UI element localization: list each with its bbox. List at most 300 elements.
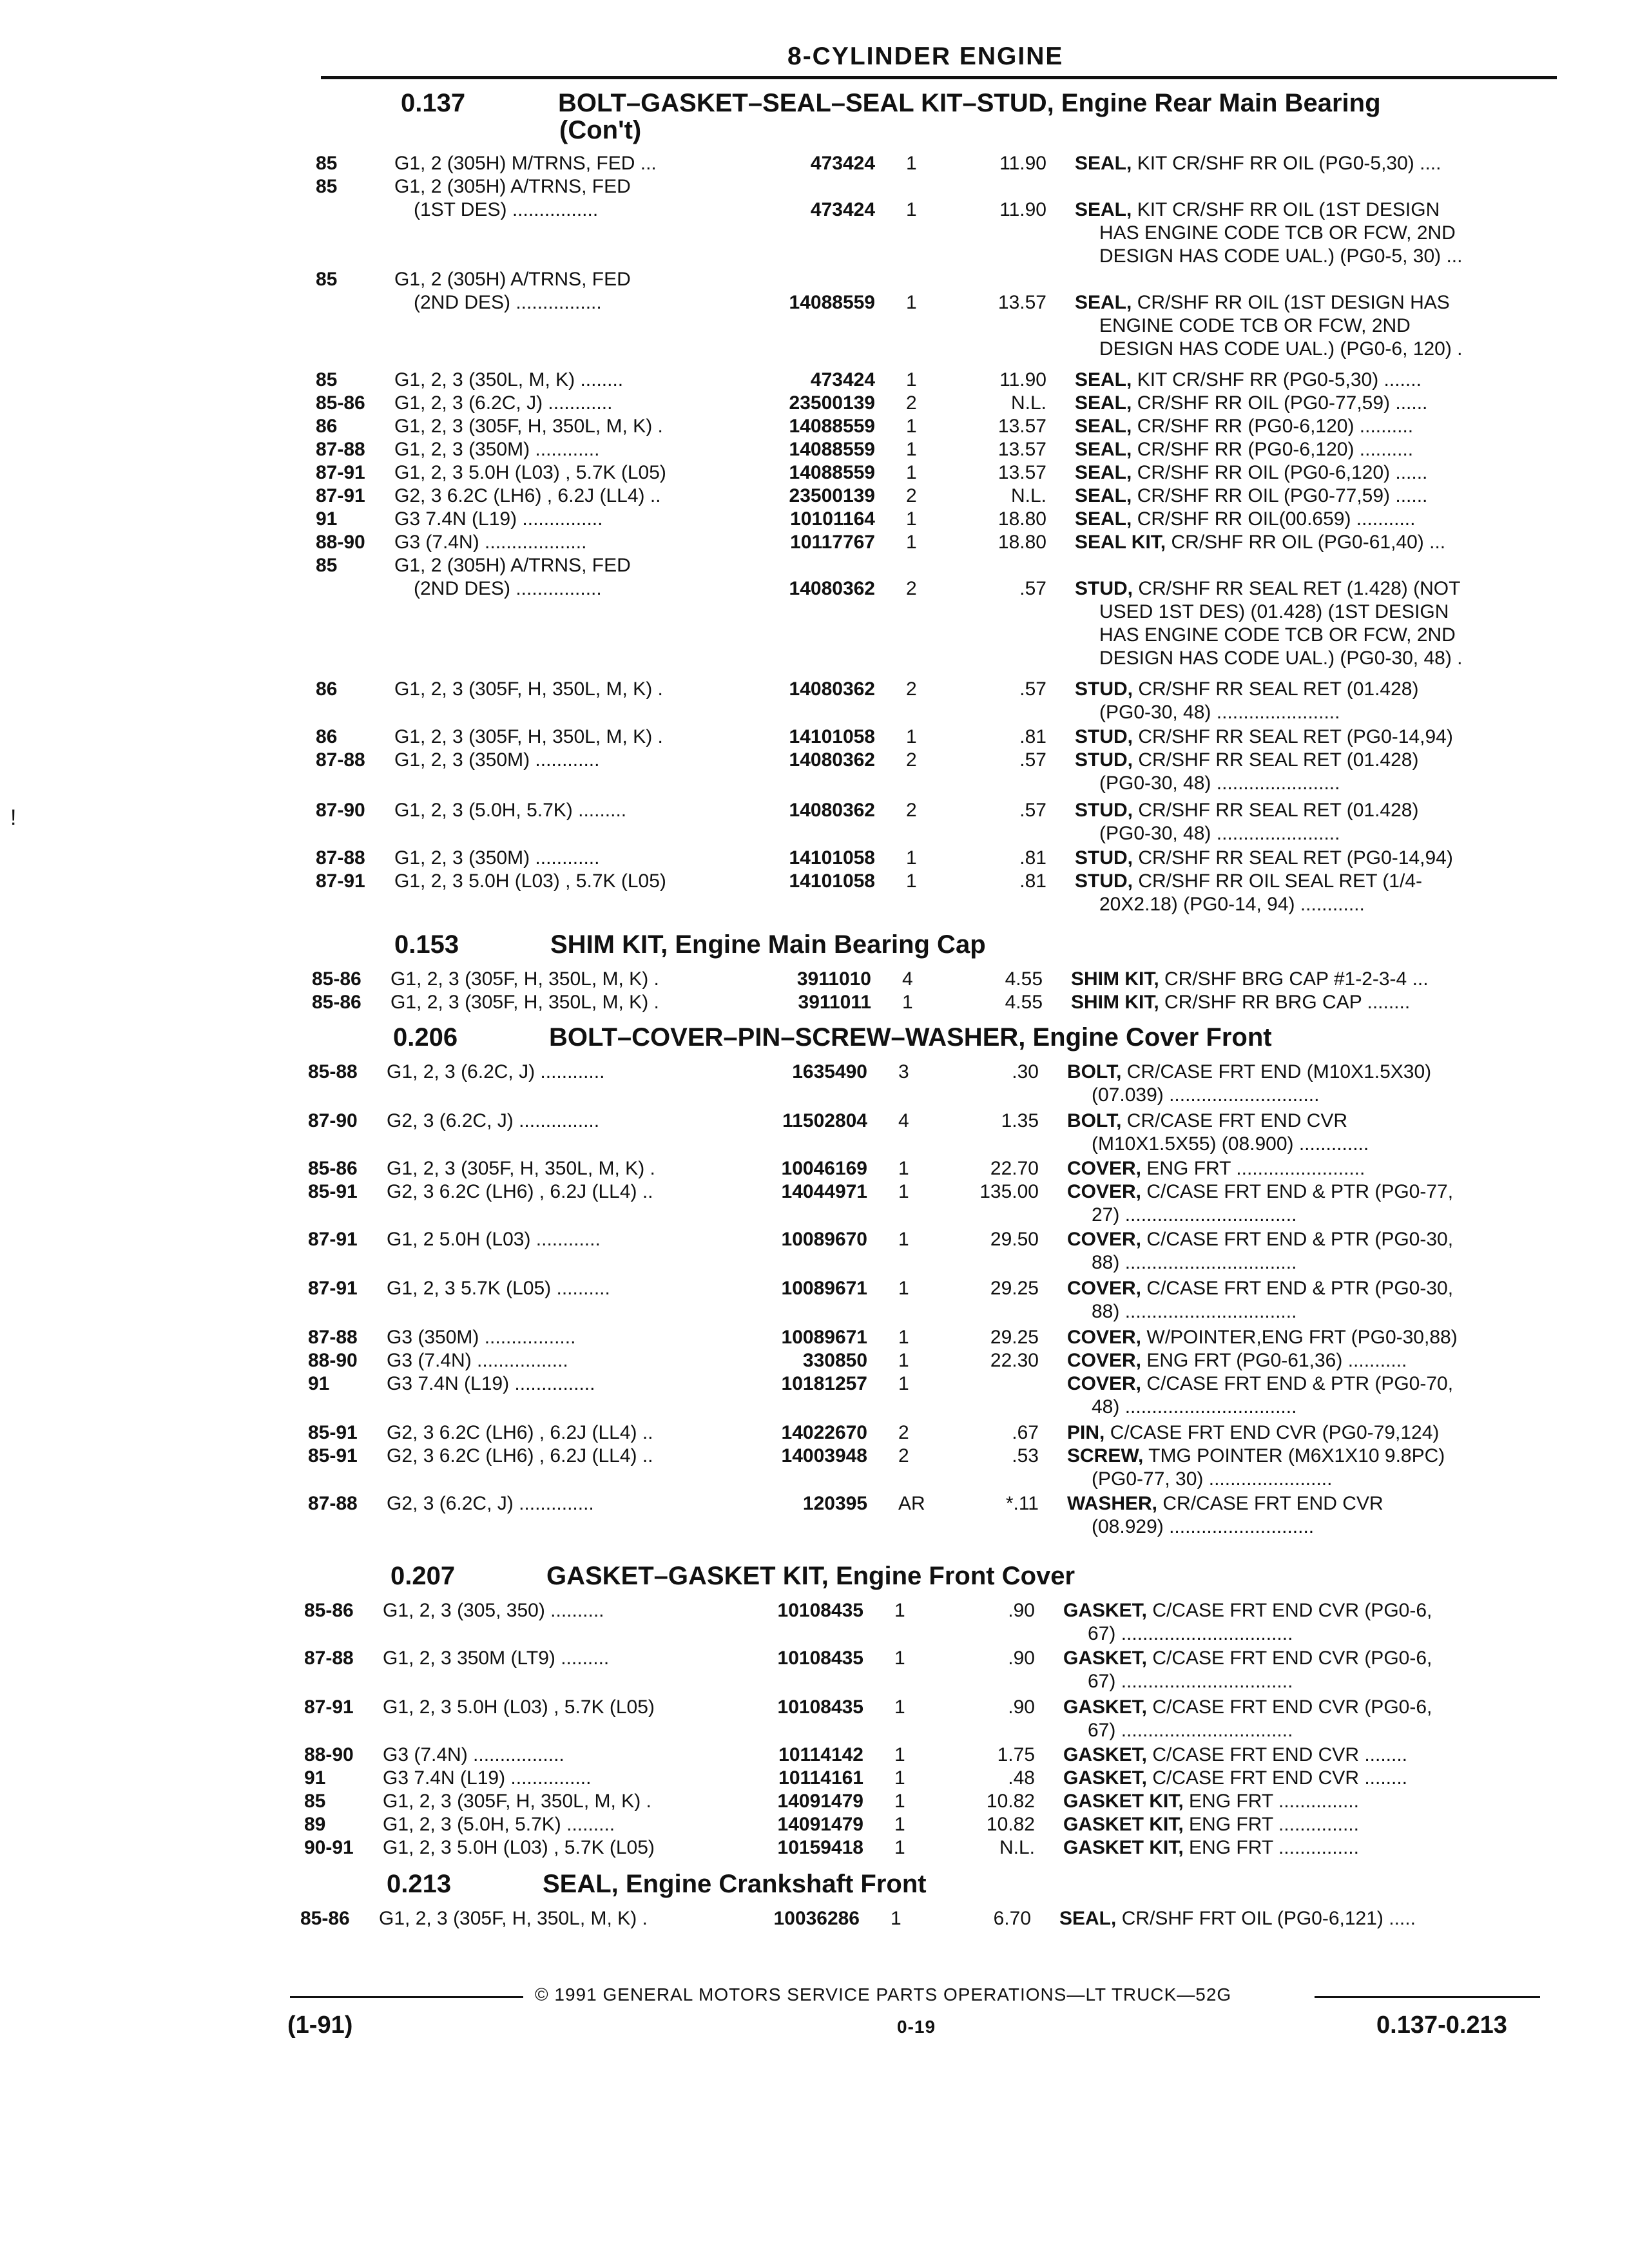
model-year: 87-88	[304, 1648, 354, 1669]
quantity: 1	[898, 1278, 909, 1299]
model-year: 89	[304, 1814, 326, 1835]
description-line	[1059, 1907, 1416, 1930]
model-year: 87-88	[316, 749, 365, 771]
part-number: 14088559	[789, 439, 875, 460]
price: .81	[1019, 726, 1046, 747]
model-year: 87-90	[308, 1110, 358, 1131]
description-text: C/CASE FRT END CVR (PG0-6,	[1152, 1648, 1432, 1669]
application-text: G1, 2, 3 (350M) ............	[394, 439, 600, 460]
model-year: 85-91	[308, 1422, 358, 1443]
description-line: (M10X1.5X55) (08.900) .............	[1092, 1133, 1369, 1155]
description-line: 67) ................................	[1088, 1671, 1293, 1692]
description-line	[1067, 1061, 1431, 1084]
description-keyword: SEAL,	[1075, 392, 1132, 414]
description-line: 88) ................................	[1092, 1252, 1297, 1273]
quantity: 1	[906, 847, 917, 869]
description-line	[1075, 438, 1413, 461]
price: 13.57	[998, 439, 1046, 460]
description-text: CR/SHF RR (PG0-6,120) ..........	[1137, 439, 1414, 460]
description-line	[1063, 1790, 1359, 1813]
description-keyword: BOLT,	[1067, 1110, 1122, 1131]
application-text: G1, 2, 3 (5.0H, 5.7K) .........	[394, 800, 627, 821]
model-year: 86	[316, 416, 338, 437]
section-title: BOLT–COVER–PIN–SCREW–WASHER, Engine Cover Front	[549, 1023, 1272, 1052]
price: 10.82	[986, 1814, 1035, 1835]
description-line	[1063, 1599, 1432, 1622]
quantity: 1	[898, 1350, 909, 1371]
price: 29.50	[990, 1229, 1039, 1250]
description-line	[1063, 1696, 1432, 1719]
quantity: 1	[898, 1158, 909, 1179]
quantity: 1	[906, 153, 917, 174]
quantity: 1	[906, 439, 917, 460]
description-keyword: GASKET,	[1063, 1744, 1148, 1765]
part-number: 14101058	[789, 726, 875, 747]
description-keyword: COVER,	[1067, 1181, 1142, 1202]
description-text: KIT CR/SHF RR (PG0-5,30) .......	[1137, 369, 1422, 390]
price: 22.70	[990, 1158, 1039, 1179]
description-text: C/CASE FRT END & PTR (PG0-70,	[1146, 1373, 1454, 1394]
description-line	[1067, 1228, 1453, 1251]
model-year: 85	[304, 1791, 326, 1812]
description-line	[1067, 1277, 1453, 1300]
description-text: CR/SHF RR SEAL RET (01.428)	[1138, 749, 1419, 771]
description-keyword: SHIM KIT,	[1071, 968, 1159, 990]
description-text: CR/SHF BRG CAP #1-2-3-4 ...	[1164, 968, 1429, 990]
quantity: 1	[906, 532, 917, 553]
description-text: CR/CASE FRT END CVR	[1126, 1110, 1348, 1131]
description-line	[1075, 392, 1427, 415]
part-number: 10036286	[773, 1908, 860, 1929]
description-text: ENG FRT ...............	[1189, 1791, 1359, 1812]
application-text: G1, 2, 3 5.0H (L03) , 5.7K (L05)	[394, 870, 666, 892]
application-text: G1, 2, 3 (6.2C, J) ............	[387, 1061, 605, 1082]
description-line	[1075, 847, 1453, 870]
part-number: 10108435	[777, 1600, 863, 1621]
application-text: G1, 2, 3 5.0H (L03) , 5.7K (L05)	[394, 462, 666, 483]
part-number: 14080362	[789, 749, 875, 771]
footer-rule-left	[290, 1996, 523, 1998]
quantity: 1	[894, 1767, 905, 1789]
quantity: 1	[894, 1600, 905, 1621]
description-keyword: SEAL,	[1075, 508, 1132, 530]
application-text: G1, 2, 3 5.7K (L05) ..........	[387, 1278, 610, 1299]
description-line: (PG0-30, 48) .......................	[1099, 702, 1340, 723]
part-number: 330850	[802, 1350, 867, 1371]
application-text: G1, 2, 3 (305F, H, 350L, M, K) .	[383, 1791, 651, 1812]
description-keyword: SEAL,	[1075, 416, 1132, 437]
footer-rule-right	[1315, 1996, 1540, 1998]
application-text: G1, 2 (305H) A/TRNS, FED	[394, 269, 631, 290]
part-number: 10089671	[781, 1278, 867, 1299]
application-text: G2, 3 6.2C (LH6) , 6.2J (LL4) ..	[387, 1445, 653, 1466]
price: .81	[1019, 847, 1046, 869]
quantity: 1	[906, 870, 917, 892]
description-line	[1075, 799, 1418, 822]
model-year: 85-86	[312, 968, 361, 990]
price: 11.90	[999, 369, 1046, 390]
part-number: 10089670	[781, 1229, 867, 1250]
description-line: 67) ................................	[1088, 1623, 1293, 1644]
description-text: ENG FRT ........................	[1146, 1158, 1365, 1179]
description-line	[1075, 152, 1441, 175]
margin-mark: !	[10, 805, 17, 830]
description-keyword: WASHER,	[1067, 1493, 1158, 1514]
description-keyword: SEAL,	[1059, 1908, 1117, 1929]
description-line	[1075, 678, 1418, 701]
price: .90	[1008, 1696, 1035, 1718]
model-year: 87-91	[304, 1696, 354, 1718]
part-number: 473424	[810, 199, 875, 220]
quantity: 2	[906, 578, 917, 599]
price: .81	[1019, 870, 1046, 892]
description-line: HAS ENGINE CODE TCB OR FCW, 2ND	[1099, 624, 1456, 646]
description-text: C/CASE FRT END CVR (PG0-79,124)	[1110, 1422, 1440, 1443]
price: N.L.	[999, 1837, 1035, 1858]
description-line: ENGINE CODE TCB OR FCW, 2ND	[1099, 315, 1411, 336]
quantity: 1	[894, 1696, 905, 1718]
description-line: 88) ................................	[1092, 1301, 1297, 1322]
part-number: 14003948	[781, 1445, 867, 1466]
application-text: G1, 2, 3 (305F, H, 350L, M, K) .	[394, 416, 663, 437]
price: 10.82	[986, 1791, 1035, 1812]
model-year: 87-88	[308, 1493, 358, 1514]
description-line	[1071, 968, 1429, 991]
quantity: 1	[906, 416, 917, 437]
description-keyword: SEAL KIT,	[1075, 532, 1166, 553]
section-title: SEAL, Engine Crankshaft Front	[543, 1870, 927, 1898]
application-text: (2ND DES) ................	[414, 292, 602, 313]
description-keyword: GASKET,	[1063, 1600, 1148, 1621]
description-line: (07.039) ............................	[1092, 1084, 1320, 1106]
description-line	[1063, 1647, 1432, 1670]
description-keyword: COVER,	[1067, 1327, 1142, 1348]
quantity: AR	[898, 1493, 925, 1514]
part-number: 473424	[810, 153, 875, 174]
model-year: 85-86	[312, 992, 361, 1013]
description-text: ENG FRT ...............	[1189, 1837, 1359, 1858]
description-keyword: STUD,	[1075, 800, 1133, 821]
description-keyword: SHIM KIT,	[1071, 992, 1159, 1013]
description-text: C/CASE FRT END CVR ........	[1152, 1744, 1407, 1765]
application-text: G2, 3 (6.2C, J) ..............	[387, 1493, 594, 1514]
model-year: 85-86	[316, 392, 365, 414]
description-keyword: STUD,	[1075, 847, 1133, 869]
footer-copyright: © 1991 GENERAL MOTORS SERVICE PARTS OPERATIONS—LT TRUCK—52G	[535, 1984, 1232, 2004]
price: 11.90	[999, 153, 1046, 174]
application-text: G3 (7.4N) ...................	[394, 532, 587, 553]
application-text: G1, 2, 3 5.0H (L03) , 5.7K (L05)	[383, 1696, 655, 1718]
description-keyword: COVER,	[1067, 1278, 1142, 1299]
part-number: 14091479	[777, 1791, 863, 1812]
description-line	[1067, 1157, 1365, 1180]
price: .53	[1012, 1445, 1039, 1466]
price: 18.80	[998, 508, 1046, 530]
price: 1.75	[997, 1744, 1035, 1765]
model-year: 87-91	[308, 1229, 358, 1250]
application-text: G1, 2, 3 (350L, M, K) ........	[394, 369, 624, 390]
description-line	[1075, 485, 1427, 508]
description-line	[1075, 198, 1440, 222]
application-text: G3 7.4N (L19) ...............	[387, 1373, 595, 1394]
part-number: 14091479	[777, 1814, 863, 1835]
quantity: 1	[902, 992, 913, 1013]
application-text: G1, 2, 3 (305F, H, 350L, M, K) .	[394, 678, 663, 700]
description-line: 20X2.18) (PG0-14, 94) ............	[1099, 894, 1365, 915]
description-text: W/POINTER,ENG FRT (PG0-30,88)	[1146, 1327, 1458, 1348]
application-text: G1, 2 (305H) A/TRNS, FED	[394, 176, 631, 197]
description-text: CR/SHF RR SEAL RET (PG0-14,94)	[1138, 726, 1453, 747]
price: .57	[1019, 749, 1046, 771]
application-text: G1, 2, 3 (305F, H, 350L, M, K) .	[390, 968, 659, 990]
description-text: C/CASE FRT END & PTR (PG0-30,	[1146, 1229, 1454, 1250]
description-text: C/CASE FRT END & PTR (PG0-30,	[1146, 1278, 1454, 1299]
quantity: 1	[894, 1791, 905, 1812]
description-text: CR/CASE FRT END CVR	[1162, 1493, 1383, 1514]
price: .90	[1008, 1648, 1035, 1669]
footer-page-number: 0-19	[897, 2017, 936, 2037]
description-text: TMG POINTER (M6X1X10 9.8PC)	[1148, 1445, 1445, 1466]
description-text: KIT CR/SHF RR OIL (1ST DESIGN	[1137, 199, 1440, 220]
price: .57	[1019, 678, 1046, 700]
description-line: DESIGN HAS CODE UAL.) (PG0-5, 30) ...	[1099, 245, 1463, 267]
description-text: CR/SHF RR OIL (PG0-61,40) ...	[1171, 532, 1446, 553]
description-line	[1075, 369, 1422, 392]
description-keyword: SEAL,	[1075, 292, 1132, 313]
price: .57	[1019, 578, 1046, 599]
part-number: 14101058	[789, 847, 875, 869]
quantity: 1	[894, 1744, 905, 1765]
section-number: 0.153	[394, 930, 459, 959]
section-number: 0.213	[387, 1870, 452, 1898]
quantity: 1	[898, 1229, 909, 1250]
description-keyword: GASKET,	[1063, 1767, 1148, 1789]
description-line	[1067, 1421, 1439, 1445]
description-keyword: SEAL,	[1075, 439, 1132, 460]
model-year: 87-91	[316, 870, 365, 892]
description-text: ENG FRT (PG0-61,36) ...........	[1146, 1350, 1407, 1371]
part-number: 10108435	[777, 1696, 863, 1718]
description-text: C/CASE FRT END CVR ........	[1152, 1767, 1407, 1789]
description-keyword: STUD,	[1075, 726, 1133, 747]
part-number: 14080362	[789, 678, 875, 700]
description-text: ENG FRT ...............	[1189, 1814, 1359, 1835]
quantity: 1	[906, 199, 917, 220]
application-text: G2, 3 6.2C (LH6) , 6.2J (LL4) ..	[387, 1422, 653, 1443]
quantity: 2	[906, 749, 917, 771]
footer-date-code: (1-91)	[287, 2012, 353, 2039]
description-line: (08.929) ...........................	[1092, 1516, 1315, 1537]
description-text: CR/SHF RR OIL (1ST DESIGN HAS	[1137, 292, 1450, 313]
description-line	[1067, 1349, 1407, 1372]
description-line	[1075, 870, 1422, 893]
description-text: CR/SHF RR OIL (PG0-6,120) ......	[1137, 462, 1428, 483]
part-number: 14080362	[789, 800, 875, 821]
price: *.11	[1005, 1493, 1039, 1514]
description-keyword: STUD,	[1075, 870, 1133, 892]
price: 13.57	[998, 292, 1046, 313]
price: 22.30	[990, 1350, 1039, 1371]
description-keyword: GASKET,	[1063, 1696, 1148, 1718]
application-text: G2, 3 6.2C (LH6) , 6.2J (LL4) ..	[387, 1181, 653, 1202]
part-number: 14088559	[789, 292, 875, 313]
description-text: CR/SHF RR SEAL RET (1.428) (NOT	[1138, 578, 1461, 599]
model-year: 88-90	[304, 1744, 354, 1765]
part-number: 3911011	[798, 992, 871, 1013]
quantity: 1	[894, 1648, 905, 1669]
price: N.L.	[1010, 392, 1046, 414]
model-year: 85	[316, 269, 338, 290]
model-year: 85-88	[308, 1061, 358, 1082]
model-year: 87-91	[316, 485, 365, 506]
price: 29.25	[990, 1327, 1039, 1348]
footer-group-range: 0.137-0.213	[1376, 2012, 1507, 2039]
price: 29.25	[990, 1278, 1039, 1299]
model-year: 87-88	[316, 439, 365, 460]
model-year: 85-91	[308, 1445, 358, 1466]
quantity: 1	[906, 369, 917, 390]
price: .48	[1008, 1767, 1035, 1789]
description-keyword: GASKET KIT,	[1063, 1814, 1184, 1835]
description-line	[1067, 1110, 1347, 1133]
quantity: 4	[902, 968, 913, 990]
quantity: 3	[898, 1061, 909, 1082]
description-line: 27) ................................	[1092, 1204, 1297, 1225]
description-text: C/CASE FRT END CVR (PG0-6,	[1152, 1696, 1432, 1718]
quantity: 1	[894, 1837, 905, 1858]
description-line	[1063, 1767, 1407, 1790]
description-text: KIT CR/SHF RR OIL (PG0-5,30) ....	[1137, 153, 1441, 174]
application-text: (1ST DES) ................	[414, 199, 599, 220]
application-text: G1, 2, 3 350M (LT9) .........	[383, 1648, 610, 1669]
description-line	[1075, 531, 1445, 554]
model-year: 91	[308, 1373, 330, 1394]
price: 13.57	[998, 416, 1046, 437]
application-text: G1, 2, 3 5.0H (L03) , 5.7K (L05)	[383, 1837, 655, 1858]
description-text: CR/SHF RR SEAL RET (PG0-14,94)	[1138, 847, 1453, 869]
model-year: 91	[304, 1767, 326, 1789]
application-text: G2, 3 6.2C (LH6) , 6.2J (LL4) ..	[394, 485, 661, 506]
application-text: G3 (350M) .................	[387, 1327, 576, 1348]
description-line	[1067, 1445, 1445, 1468]
part-number: 10159418	[777, 1837, 863, 1858]
description-text: CR/SHF RR OIL (PG0-77,59) ......	[1137, 392, 1428, 414]
model-year: 87-88	[308, 1327, 358, 1348]
application-text: G1, 2 (305H) A/TRNS, FED	[394, 555, 631, 576]
model-year: 87-91	[308, 1278, 358, 1299]
part-number: 10108435	[777, 1648, 863, 1669]
description-text: CR/SHF RR (PG0-6,120) ..........	[1137, 416, 1414, 437]
application-text: G2, 3 (6.2C, J) ...............	[387, 1110, 600, 1131]
description-keyword: SEAL,	[1075, 369, 1132, 390]
description-keyword: PIN,	[1067, 1422, 1105, 1443]
description-line	[1067, 1372, 1453, 1396]
model-year: 91	[316, 508, 338, 530]
description-keyword: GASKET KIT,	[1063, 1837, 1184, 1858]
part-number: 14088559	[789, 462, 875, 483]
quantity: 2	[906, 678, 917, 700]
price: .57	[1019, 800, 1046, 821]
description-line	[1075, 461, 1427, 485]
price: .30	[1012, 1061, 1039, 1082]
description-text: CR/SHF RR OIL(00.659) ...........	[1137, 508, 1416, 530]
description-text: CR/SHF RR OIL SEAL RET (1/4-	[1138, 870, 1422, 892]
application-text: G1, 2, 3 (305F, H, 350L, M, K) .	[390, 992, 659, 1013]
description-line	[1075, 726, 1453, 749]
price: 4.55	[1005, 992, 1043, 1013]
price: 6.70	[993, 1908, 1031, 1929]
part-number: 11502804	[782, 1110, 867, 1131]
quantity: 1	[891, 1908, 901, 1929]
description-line	[1075, 291, 1450, 314]
price: 1.35	[1001, 1110, 1039, 1131]
description-text: C/CASE FRT END CVR (PG0-6,	[1152, 1600, 1432, 1621]
part-number: 14101058	[789, 870, 875, 892]
part-number: 10114161	[778, 1767, 863, 1789]
model-year: 85-86	[300, 1908, 350, 1929]
price: .67	[1012, 1422, 1039, 1443]
model-year: 85-86	[304, 1600, 354, 1621]
model-year: 85	[316, 153, 338, 174]
description-line	[1067, 1492, 1383, 1515]
application-text: G3 (7.4N) .................	[383, 1744, 564, 1765]
part-number: 23500139	[789, 485, 875, 506]
price: 18.80	[998, 532, 1046, 553]
description-text: CR/SHF RR SEAL RET (01.428)	[1138, 800, 1419, 821]
model-year: 85-86	[308, 1158, 358, 1179]
application-text: G1, 2, 3 (305F, H, 350L, M, K) .	[379, 1908, 648, 1929]
part-number: 14044971	[781, 1181, 867, 1202]
part-number: 10089671	[781, 1327, 867, 1348]
quantity: 1	[906, 508, 917, 530]
section-number: 0.207	[390, 1562, 456, 1590]
part-number: 120395	[802, 1493, 867, 1514]
description-text: CR/CASE FRT END (M10X1.5X30)	[1126, 1061, 1432, 1082]
description-text: CR/SHF FRT OIL (PG0-6,121) .....	[1121, 1908, 1416, 1929]
description-line	[1067, 1180, 1453, 1204]
description-keyword: SEAL,	[1075, 199, 1132, 220]
application-text: G1, 2, 3 (5.0H, 5.7K) .........	[383, 1814, 615, 1835]
price: 135.00	[979, 1181, 1039, 1202]
model-year: 87-88	[316, 847, 365, 869]
description-keyword: COVER,	[1067, 1373, 1142, 1394]
price: N.L.	[1010, 485, 1046, 506]
description-line	[1063, 1836, 1359, 1860]
description-line: (PG0-30, 48) .......................	[1099, 773, 1340, 794]
quantity: 2	[906, 800, 917, 821]
description-line: (PG0-77, 30) .......................	[1092, 1468, 1333, 1490]
application-text: G1, 2, 3 (350M) ............	[394, 749, 600, 771]
application-text: G3 (7.4N) .................	[387, 1350, 568, 1371]
part-number: 14022670	[781, 1422, 867, 1443]
description-text: CR/SHF RR BRG CAP ........	[1164, 992, 1411, 1013]
application-text: G1, 2 (305H) M/TRNS, FED ...	[394, 153, 657, 174]
quantity: 1	[906, 726, 917, 747]
quantity: 1	[906, 292, 917, 313]
description-keyword: SEAL,	[1075, 153, 1132, 174]
description-keyword: STUD,	[1075, 678, 1133, 700]
part-number: 473424	[810, 369, 875, 390]
description-keyword: SCREW,	[1067, 1445, 1144, 1466]
application-text: G1, 2 5.0H (L03) ............	[387, 1229, 601, 1250]
model-year: 88-90	[316, 532, 365, 553]
quantity: 1	[906, 462, 917, 483]
part-number: 10046169	[781, 1158, 867, 1179]
model-year: 86	[316, 726, 338, 747]
model-year: 85	[316, 555, 338, 576]
description-line: DESIGN HAS CODE UAL.) (PG0-30, 48) .	[1099, 648, 1463, 669]
part-number: 10181257	[781, 1373, 867, 1394]
